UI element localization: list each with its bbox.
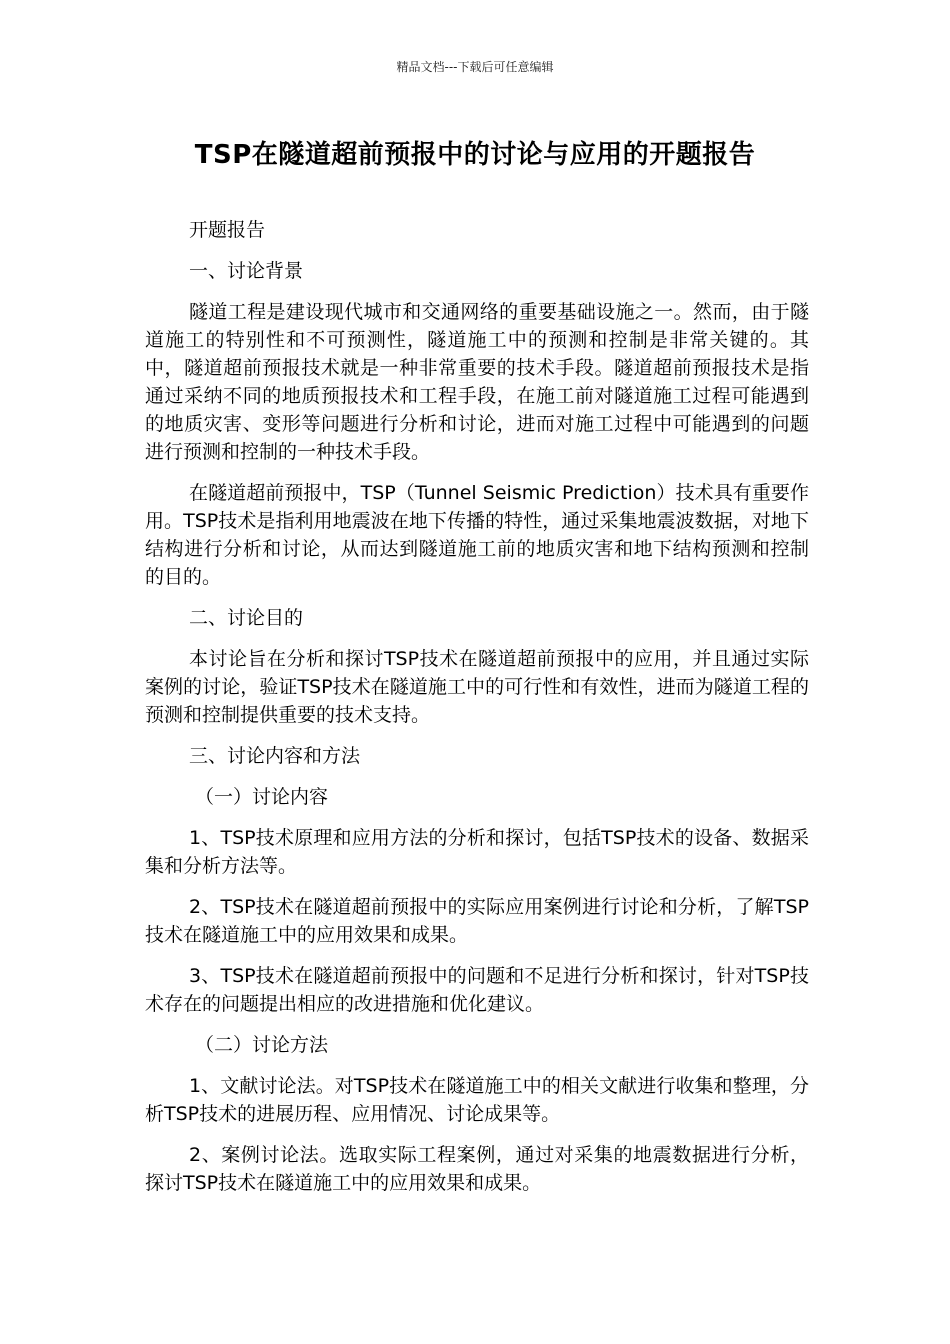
- subsection-heading-method: （二）讨论方法: [195, 1034, 329, 1056]
- subsection-heading-content: （一）讨论内容: [195, 786, 329, 808]
- section-heading-background: 一、讨论背景: [189, 260, 304, 282]
- content-item-3: 3、TSP技术在隧道超前预报中的问题和不足进行分析和探讨，针对TSP技术存在的问题提出相应的改进措施和优化建议。: [145, 965, 809, 1015]
- method-item-2: 2、案例讨论法。选取实际工程案例，通过对采集的地震数据进行分析，探讨TSP技术在隧道施工中的应用效果和成果。: [145, 1144, 809, 1194]
- paragraph-background-1: 隧道工程是建设现代城市和交通网络的重要基础设施之一。然而，由于隧道施工的特别性和不可预测性，隧道施工中的预测和控制是非常关键的。其中，隧道超前预报技术就是一种非常重要的技术手段。隧道超前预报技术是指通过采纳不同的地质预报技术和工程手段，在施工前对隧道施工过程可能遇到的地质灾害、变形等问题进行分析和讨论，进而对施工过程中可能遇到的问题进行预测和控制的一种技术手段。: [145, 301, 809, 463]
- content-item-2: 2、TSP技术在隧道超前预报中的实际应用案例进行讨论和分析，了解TSP技术在隧道施工中的应用效果和成果。: [145, 896, 809, 946]
- document-body: [145, 216, 809, 1210]
- method-item-1: 1、文献讨论法。对TSP技术在隧道施工中的相关文献进行收集和整理，分析TSP技术的进展历程、应用情况、讨论成果等。: [145, 1075, 809, 1125]
- section-heading-purpose: 二、讨论目的: [189, 607, 304, 629]
- paragraph-background-2: 在隧道超前预报中，TSP（Tunnel Seismic Prediction）技术具有重要作用。TSP技术是指利用地震波在地下传播的特性，通过采集地震波数据，对地下结构进行分析和讨论，从而达到隧道施工前的地质灾害和地下结构预测和控制的目的。: [145, 482, 809, 588]
- document-title: TSP在隧道超前预报中的讨论与应用的开题报告: [194, 140, 756, 170]
- header-note: 精品文档---下载后可任意编辑: [396, 60, 554, 74]
- paragraph-purpose: 本讨论旨在分析和探讨TSP技术在隧道超前预报中的应用，并且通过实际案例的讨论，验证TSP技术在隧道施工中的可行性和有效性，进而为隧道工程的预测和控制提供重要的技术支持。: [145, 648, 809, 726]
- section-heading-content-method: 三、讨论内容和方法: [189, 745, 361, 767]
- content-item-1: 1、TSP技术原理和应用方法的分析和探讨，包括TSP技术的设备、数据采集和分析方法等。: [145, 827, 809, 877]
- report-label: 开题报告: [189, 219, 266, 241]
